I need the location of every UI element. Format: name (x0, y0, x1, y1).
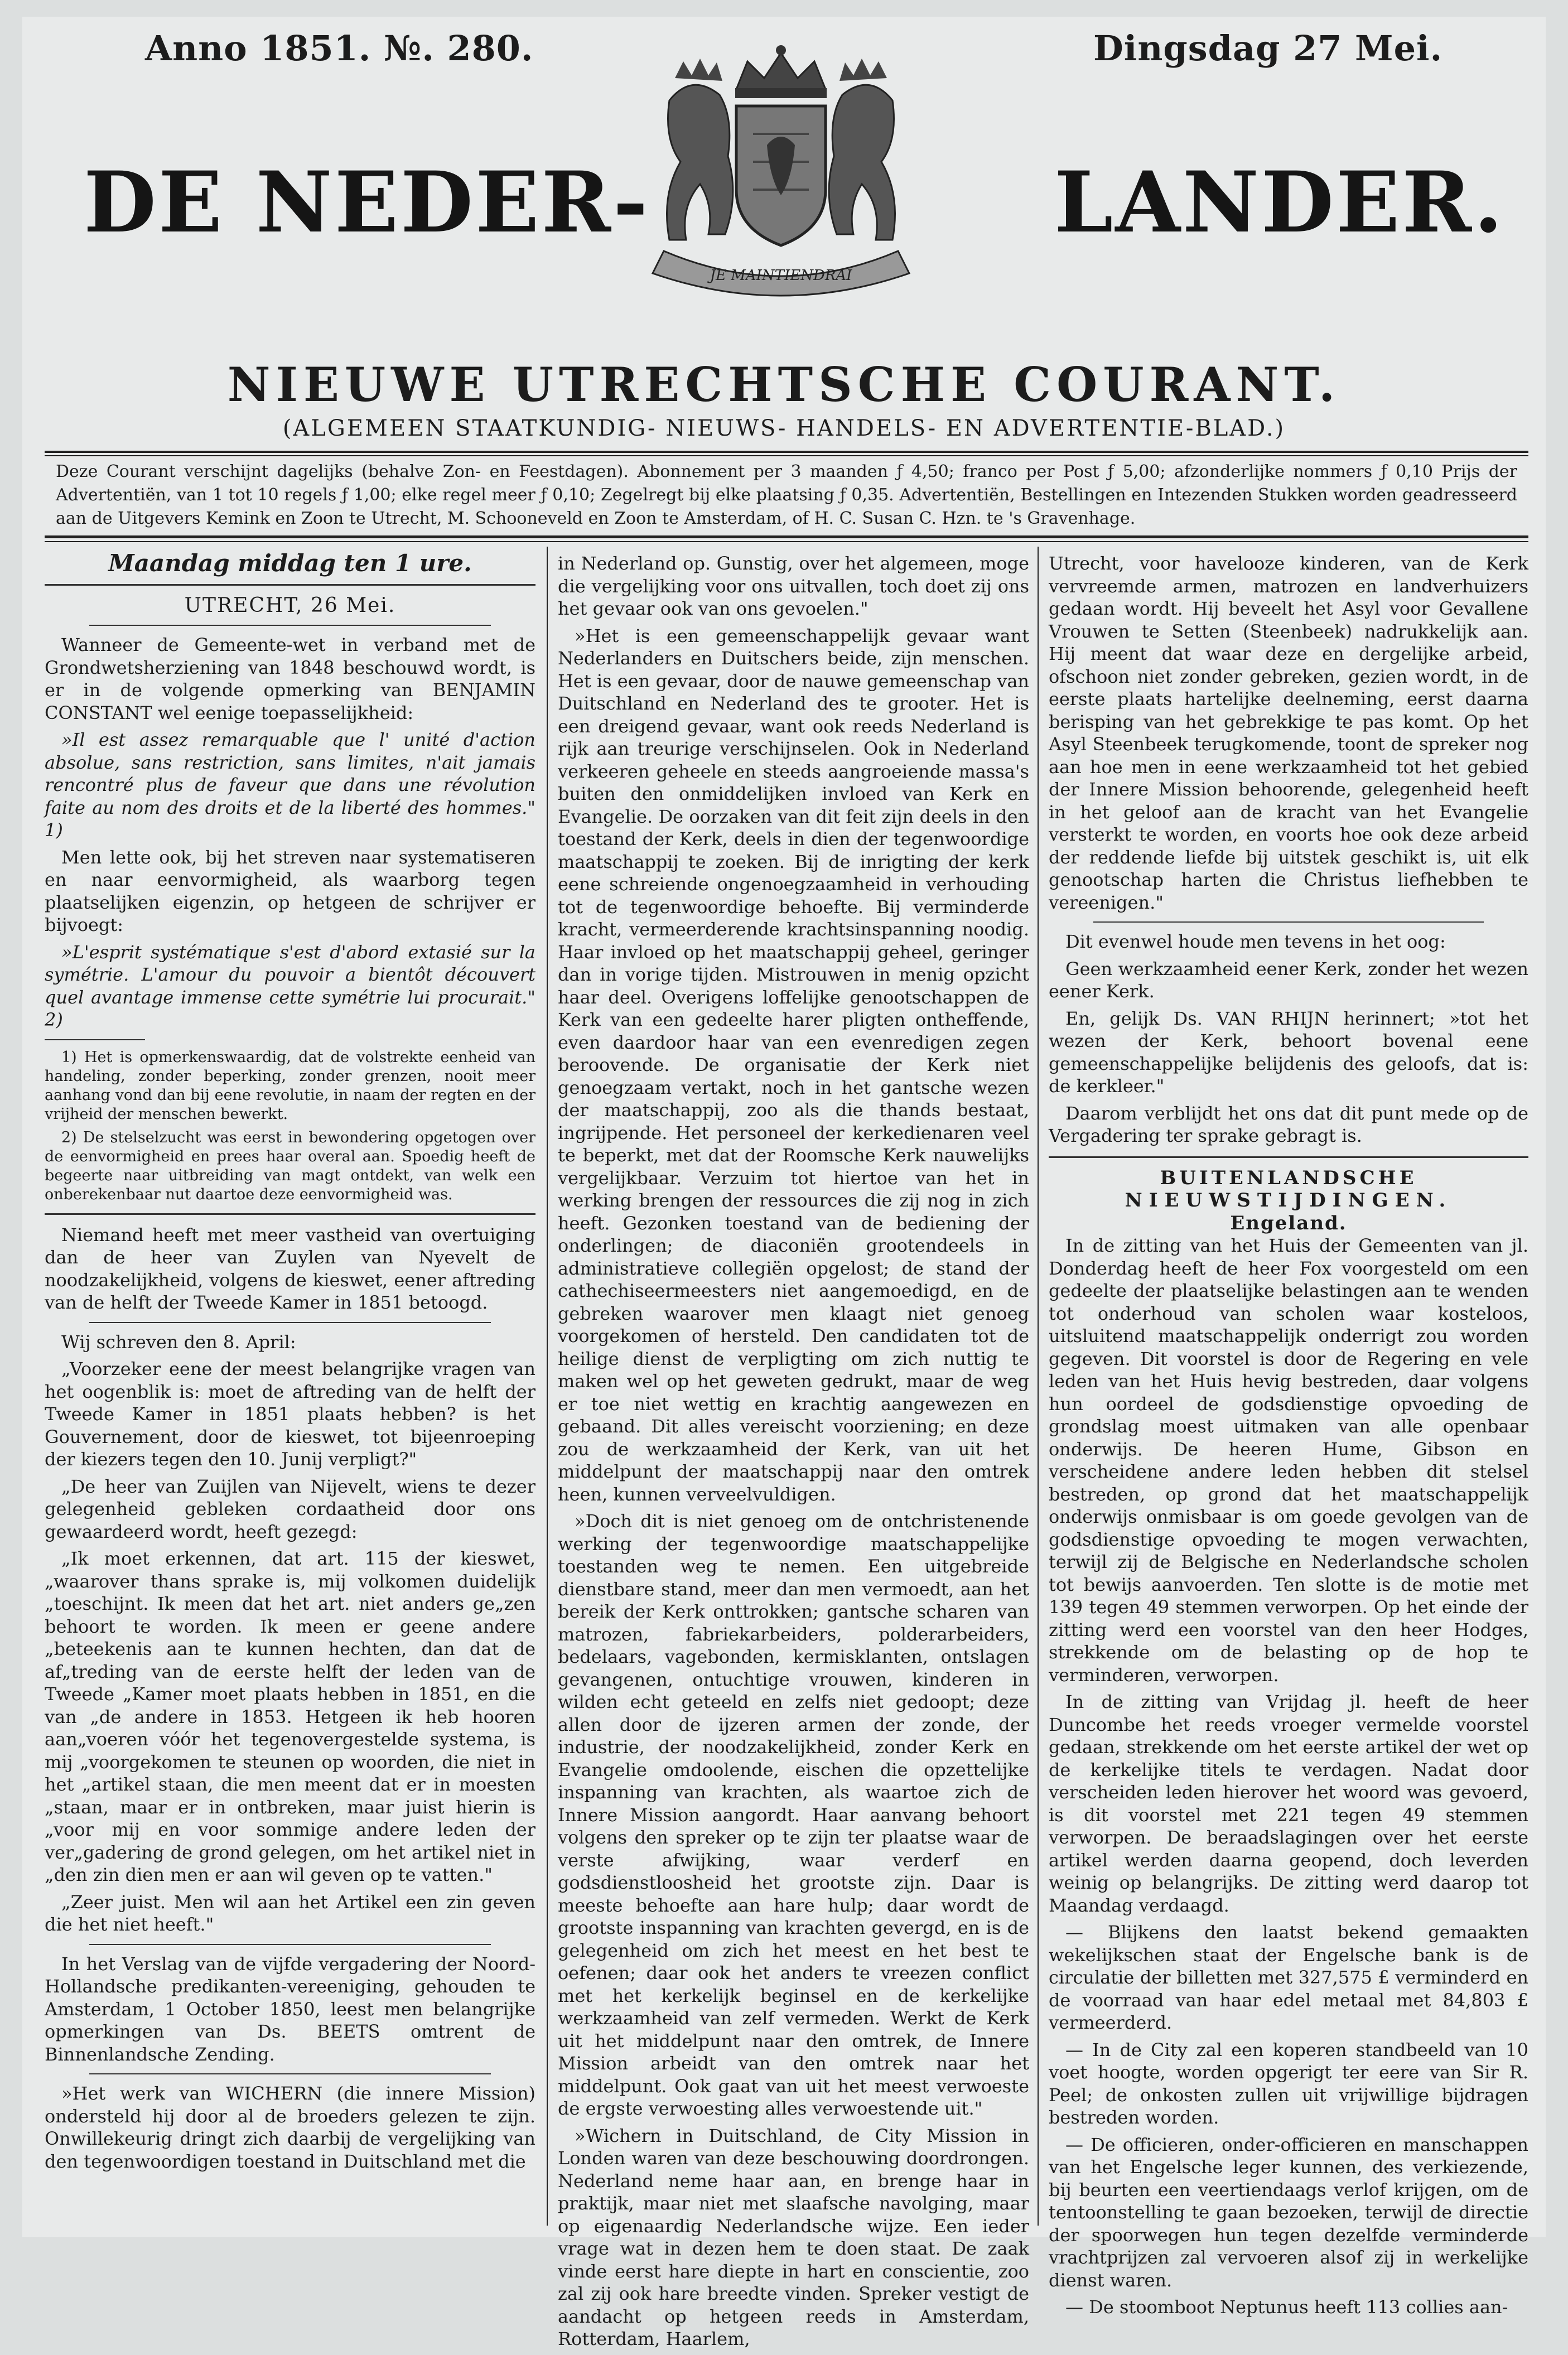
date-label: Dingsdag 27 Mei. (1093, 28, 1443, 69)
column-2 (558, 552, 1029, 2355)
article-paragraph: — In de City zal een koperen standbeeld van 10 voet hoogte, worden opgerigt ter eere van Sir R. Peel; de onkosten zullen uit vrijwillige bijdragen bestreden worden. (1049, 2039, 1528, 2128)
article-paragraph: »Wichern in Duitschland, de City Mission in Londen waren van deze beschouwing doordrongen. Nederland neme haar aan, en brenge haar in praktijk, maar niet met slaafsche navolging, maar op eigenaardig Nederlandsche wijze. Een ieder vrage wat in dezen hem te doen staat. De zaak vinde eerst hare diepte in hart en conscientie, zoo zal zij ook hare breedte vinden. Spreker vestigt de aandacht op hetgeen reeds in Amsterdam, Rotterdam, Haarlem, (558, 2125, 1029, 2349)
column-divider-2 (1038, 547, 1039, 2226)
subscription-notice: Deze Courant verschijnt dagelijks (behalve Zon- en Feestdagen). Abonnement per 3 maanden ƒ 4,50; franco per Post ƒ 5,00; afzonderlijke nommers ƒ 0,10 Prijs der Advertentiën, van 1 tot 10 regels ƒ 1,00; elke regel meer ƒ 0,10; Zegelregt bij elke plaatsing ƒ 0,35. Advertentiën, Bestellingen en Intezenden Stukken worden geadresseerd aan de Uitgevers Kemink en Zoon te Utrecht, M. Schooneveld en Zoon te Amsterdam, of H. C. Susan C. Hzn. te 's Gravenhage. (56, 462, 1517, 528)
masthead-right: LANDER. (1054, 153, 1506, 252)
article-paragraph: Wij schreven den 8. April: (61, 1331, 296, 1353)
country-heading: Engeland. (1230, 1212, 1347, 1234)
column-3 (1049, 552, 1528, 2323)
article-paragraph: Geen werkzaamheid eener Kerk, zonder het wezen eener Kerk. (1049, 958, 1528, 1002)
article-paragraph: En, gelijk Ds. VAN RHIJN herinnert; »tot het wezen der Kerk, behoort bovenal eene gemeenschappelijke belijdenis des geloofs, dat is: de kerkleer." (1049, 1007, 1528, 1097)
section-heading: NIEUWSTIJDINGEN. (1125, 1189, 1453, 1212)
article-quote: »Il est assez remarquable que l' unité d'action absolue, sans restriction, sans limites, n'ait jamais rencontré plus de faveur que dans une révolution faite au nom des droits et de la liberté des hommes." 1) (45, 729, 535, 841)
rule-notice-2 (45, 541, 1528, 542)
article-paragraph: „De heer van Zuijlen van Nijevelt, wiens te dezer gelegenheid gebleken cordaatheid door ons gewaardeerd wordt, heeft gezegd: (45, 1475, 535, 1542)
subsubtitle: (ALGEMEEN STAATKUNDIG- NIEUWS- HANDELS- EN ADVERTENTIE-BLAD.) (282, 416, 1286, 441)
article-quote: „Ik moet erkennen, dat art. 115 der kieswet, „waarover thans sprake is, mij volkomen duidelijk „toeschijnt. Ik meen dat het art. niet anders ge„zen behoort te worden. Ik meen er geene andere „beteekenis aan te kunnen hechten, dan dat de af„treding van de eerste helft der leden van de Tweede „Kamer moet plaats hebben in 1851, en die van „de andere in 1853. Hetgeen ik heb hooren aan„voeren vóór het tegenovergestelde systema, is mij „voorgekomen te steunen op woorden, die niet in het „artikel staan, die men meent dat er in moesten „staan, maar er in ontbreken, maar juist hierin is „voor mij en voor sommige andere leden der ver„gadering de grond gelegen, om het artikel niet in „den zin dien men er aan wil geven op te vatten." (45, 1548, 535, 1885)
coat-of-arms-icon (608, 39, 954, 301)
newspaper-page (22, 17, 1546, 2349)
article-paragraph: Men lette ook, bij het streven naar systematiseren en naar eenvormigheid, als waarborg tegen plaatselijken eigenzin, op hetgeen de schrijver er bijvoegt: (45, 846, 535, 935)
issue-label: Anno 1851. №. 280. (145, 28, 534, 69)
article-paragraph: In de zitting van het Huis der Gemeenten van jl. Donderdag heeft de heer Fox voorgesteld om een gedeelte der plaatselijke belastingen aan te wenden tot onderhoud van scholen waar kosteloos, uitsluitend maatschappelijk onderrigt zou worden gegeven. Dit voorstel is door de Regering en vele leden van het Huis hevig bestreden, daar volgens hun oordeel de godsdienstige opvoeding de grondslag moest uitmaken van alle openbaar onderwijs. De heeren Hume, Gibson en verscheidene andere leden hebben dit stelsel bestreden, op grond dat het maatschappelijk onderwijs onmisbaar is om goede gevolgen van de godsdienstige opvoeding te mogen verwachten, terwijl zij de Belgische en Nederlandsche scholen tot bewijs aanvoerden. Ten slotte is de motie met 139 tegen 49 stemmen verworpen. Op het einde der zitting werd een voorstel van den heer Hodges, strekkende om de belasting op de hop te verminderen, verworpen. (1049, 1235, 1528, 1686)
article-paragraph: in Nederland op. Gunstig, over het algemeen, moge die vergelijking voor ons uitvallen, toch doet zij ons het gevaar ook van ons gevoelen." (558, 553, 1029, 619)
rule-top (45, 451, 1528, 453)
rule-notice (45, 535, 1528, 538)
article-paragraph: — De officieren, onder-officieren en manschappen van het Engelsche leger kunnen, des verkiezende, bij beurten een veertiendaags verlof krijgen, om de tentoonstelling te gaan bezoeken, terwijl de directie der spoorwegen hun tegen dezelfde verminderde vrachtprijzen zal vervoeren alsof zij in werkelijke dienst waren. (1049, 2134, 1528, 2291)
column-1 (45, 549, 535, 2177)
article-paragraph: In het Verslag van de vijfde vergadering der Noord-Hollandsche predikanten-vereeniging, gehouden te Amsterdam, 1 October 1850, leest men belangrijke opmerkingen van Ds. BEETS omtrent de Binnenlandsche Zending. (45, 1953, 535, 2065)
subtitle: NIEUWE UTRECHTSCHE COURANT. (227, 357, 1341, 412)
article-paragraph: Wanneer de Gemeente-wet in verband met de Grondwetsherziening van 1848 beschouwd wordt, is er in de volgende opmerking van BENJAMIN CONSTANT wel eenige toepasselijkheid: (45, 634, 535, 723)
article-paragraph: »Het is een gemeenschappelijk gevaar want Nederlanders en Duitschers beide, zijn menschen. Het is een gevaar, door de nauwe gemeenschap van Duitschland en Nederland des te grooter. Het is een dreigend gevaar, want ook reeds Nederland is rijk aan treurige verschijnselen. Ook in Nederland verkeeren geheele en steeds aangroeiende massa's buiten den onmiddelijken invloed van Kerk en Evangelie. De oorzaken van dit feit zijn deels in den toestand der Kerk, deels in dien der tegenwoordige maatschappij te zoeken. Bij de inrigting der kerk eene schreiende ongenoegzaamheid in verhouding tot de tegenwoordige behoefte. Bij verminderde kracht, vermeerderende krachtsinspanning noodig. Haar invloed op het maatschappij geheel, geringer dan in vorige tijden. Mistrouwen in menig opzicht haar deel. Overigens loffelijke genootschappen de Kerk van een gedeelte harer pligten ontheffende, even daardoor haar van een evenredigen zegen beroovende. De organisatie der Kerk niet genoegzaam vertakt, noch in het gantsche wezen der maatschappij, zoo als die thands bestaat, ingrijpende. Het personeel der kerkedienaren veel te beperkt, met dat der Roomsche Kerk nauwelijks vergelijkbaar. Verzuim tot hiertoe van het in werking brengen der ressources die zij nog in zich heeft. Gezonken toestand van de bediening der onderlingen; de diaconiën grootendeels in administratieve collegiën opgelost; de stand der cathechiseermeesters niet aangemoedigd, en de gebreken waarover men klaagt niet genoeg voorgekomen of hersteld. Den candidaten tot de heilige dienst de verpligting om zich nuttig te maken wel op het geweten gedrukt, maar de weg er toe niet wettig en krachtig aangewezen en gebaand. Dit alles vereischt voorziening; en deze zou de werkzaamheid der Kerk, van uit het middelpunt der maatschappij naar den omtrek heen, kunnen verveelvuldigen. (558, 625, 1029, 1505)
article-paragraph: — Blijkens den laatst bekend gemaakten wekelijkschen staat der Engelsche bank is de circulatie der billetten met 327,575 £ verminderd en de voorraad van haar edel metaal met 84,803 £ vermeerderd. (1049, 1922, 1528, 2033)
article-paragraph: Daarom verblijdt het ons dat dit punt mede op de Vergadering ter sprake gebragt is. (1049, 1102, 1528, 1146)
column-divider-1 (547, 547, 548, 2226)
article-paragraph: Dit evenwel houde men tevens in het oog: (1065, 931, 1446, 952)
masthead-left: DE NEDER- (84, 153, 650, 252)
footnote: 1) Het is opmerkenswaardig, dat de volstrekte eenheid van handeling, zonder beperking, zonder grenzen, nooit meer aanhang vond dan bij eene revolutie, in naam der regten en der vrijheid der menschen bewerkt. (45, 1048, 535, 1123)
section-heading: BUITENLANDSCHE (1160, 1166, 1417, 1189)
article-paragraph: — De stoomboot Neptunus heeft 113 collies aan- (1065, 2296, 1508, 2318)
article-paragraph: »Het werk van WICHERN (die innere Mission) ondersteld hij door al de broeders gelezen te zijn. Onwillekeurig dringt zich daarbij de vergelijking van den tegenwoordigen toestand in Duitschland met die (45, 2083, 535, 2172)
dateline: UTRECHT, 26 Mei. (184, 593, 396, 617)
edition-time: Maandag middag ten 1 ure. (108, 549, 472, 577)
article-paragraph: „Voorzeker eene der meest belangrijke vragen van het oogenblik is: moet de aftreding van de helft der Tweede Kamer in 1851 plaats hebben? is het Gouvernement, door de kieswet, tot bijeenroeping der kiezers tegen den 10. Junij verpligt?" (45, 1358, 535, 1470)
article-paragraph: »Doch dit is niet genoeg om de ontchristenende werking der tegenwoordige maatschappelijke toestanden weg te nemen. Een uitgebreide dienstbare stand, meer dan men vermoedt, aan het bereik der Kerk onttrokken; gantsche scharen van matrozen, fabriekarbeiders, polderarbeiders, bedelaars, vagebonden, kermisklanten, ontslagen gevangenen, ontuchtige vrouwen, kinderen in wilden echt geteeld en zelfs niet gedoopt; deze allen door de ijzeren armen der zonde, der industrie, der noodzakelijkheid, zonder Kerk en Evangelie omdoolende, eischen die opzettelijke inspanning van krachten, als waartoe zich de Innere Mission aangordt. Haar aanvang behoort volgens den spreker op te zijn ter plaatse waar de verste afwijking, waar verderf en godsdienstloosheid het grootste zijn. Daar is meeste behoefte aan hare hulp; daar wordt de grootste inspanning van krachten gevergd, en is de gelegenheid om zich het meest en het best te oefenen; daar ook het anders te vreezen conflict met het kerkelijk beginsel en de kerkelijke werkzaamheid van zelf vermeden. Werkt de Kerk uit het middelpunt naar den omtrek, de Innere Mission arbeidt van den omtrek naar het middelpunt. Ook gaat van uit het meest verwoeste de ergste verwoesting alles verwoestende uit." (558, 1511, 1029, 2119)
rule-top-2 (45, 455, 1528, 456)
article-quote: »L'esprit systématique s'est d'abord extasié sur la symétrie. L'amour du pouvoir a bientôt découvert quel avantage immense cette symétrie lui procurait." 2) (45, 941, 535, 1030)
article-paragraph: „Zeer juist. Men wil aan het Artikel een zin geven die het niet heeft." (45, 1891, 535, 1935)
footnote: 2) De stelselzucht was eerst in bewondering opgetogen over de eenvormigheid en prees haar overal aan. Spoedig heeft de begeerte naar uitbreiding van magt ontdekt, van welk een onberekenbaar nut daartoe deze eenvormigheid was. (45, 1128, 535, 1203)
article-paragraph: In de zitting van Vrijdag jl. heeft de heer Duncombe het reeds vroeger vermelde voorstel gedaan, strekkende om het eerste artikel der wet op de kerkelijke titels te verdagen. Nadat door verscheiden leden hierover het woord was gevoerd, is dit voorstel met 221 tegen 49 stemmen verworpen. De beraadslagingen over het eerste artikel werden daarna geopend, doch leverden weinig op belangrijks. De zitting werd daarop tot Maandag verdaagd. (1049, 1691, 1528, 1916)
motto-text: JE MAINTIENDRAI (710, 267, 852, 284)
article-paragraph: Utrecht, voor havelooze kinderen, van de Kerk vervreemde armen, matrozen en landverhuizers gedaan wordt. Hij beveelt het Asyl voor Gevallene Vrouwen te Setten (Steenbeek) nadrukkelijk aan. Hij meent dat waar deze en dergelijke arbeid, ofschoon niet zonder gebreken, gezien wordt, in de eerste plaats hartelijke deelneming, eerst daarna berisping van het gebrekkige te pas komt. Op het Asyl Steenbeek terugkomende, toont de spreker nog aan hoe men in eene werkzaamheid tot het gebied der Innere Mission behoorende, gelegenheid heeft in het geloof aan de kracht van het Evangelie versterkt te worden, en voorts hoe ook deze arbeid der reddende liefde bij uitstek geschikt is, uit elk genootschap harten die Christus liefhebben te vereenigen." (1049, 553, 1528, 913)
article-paragraph: Niemand heeft met meer vastheid van overtuiging dan de heer van Zuylen van Nyevelt de noodzakelijkheid, volgens de kieswet, eener aftreding van de helft der Tweede Kamer in 1851 betoogd. (45, 1224, 535, 1313)
